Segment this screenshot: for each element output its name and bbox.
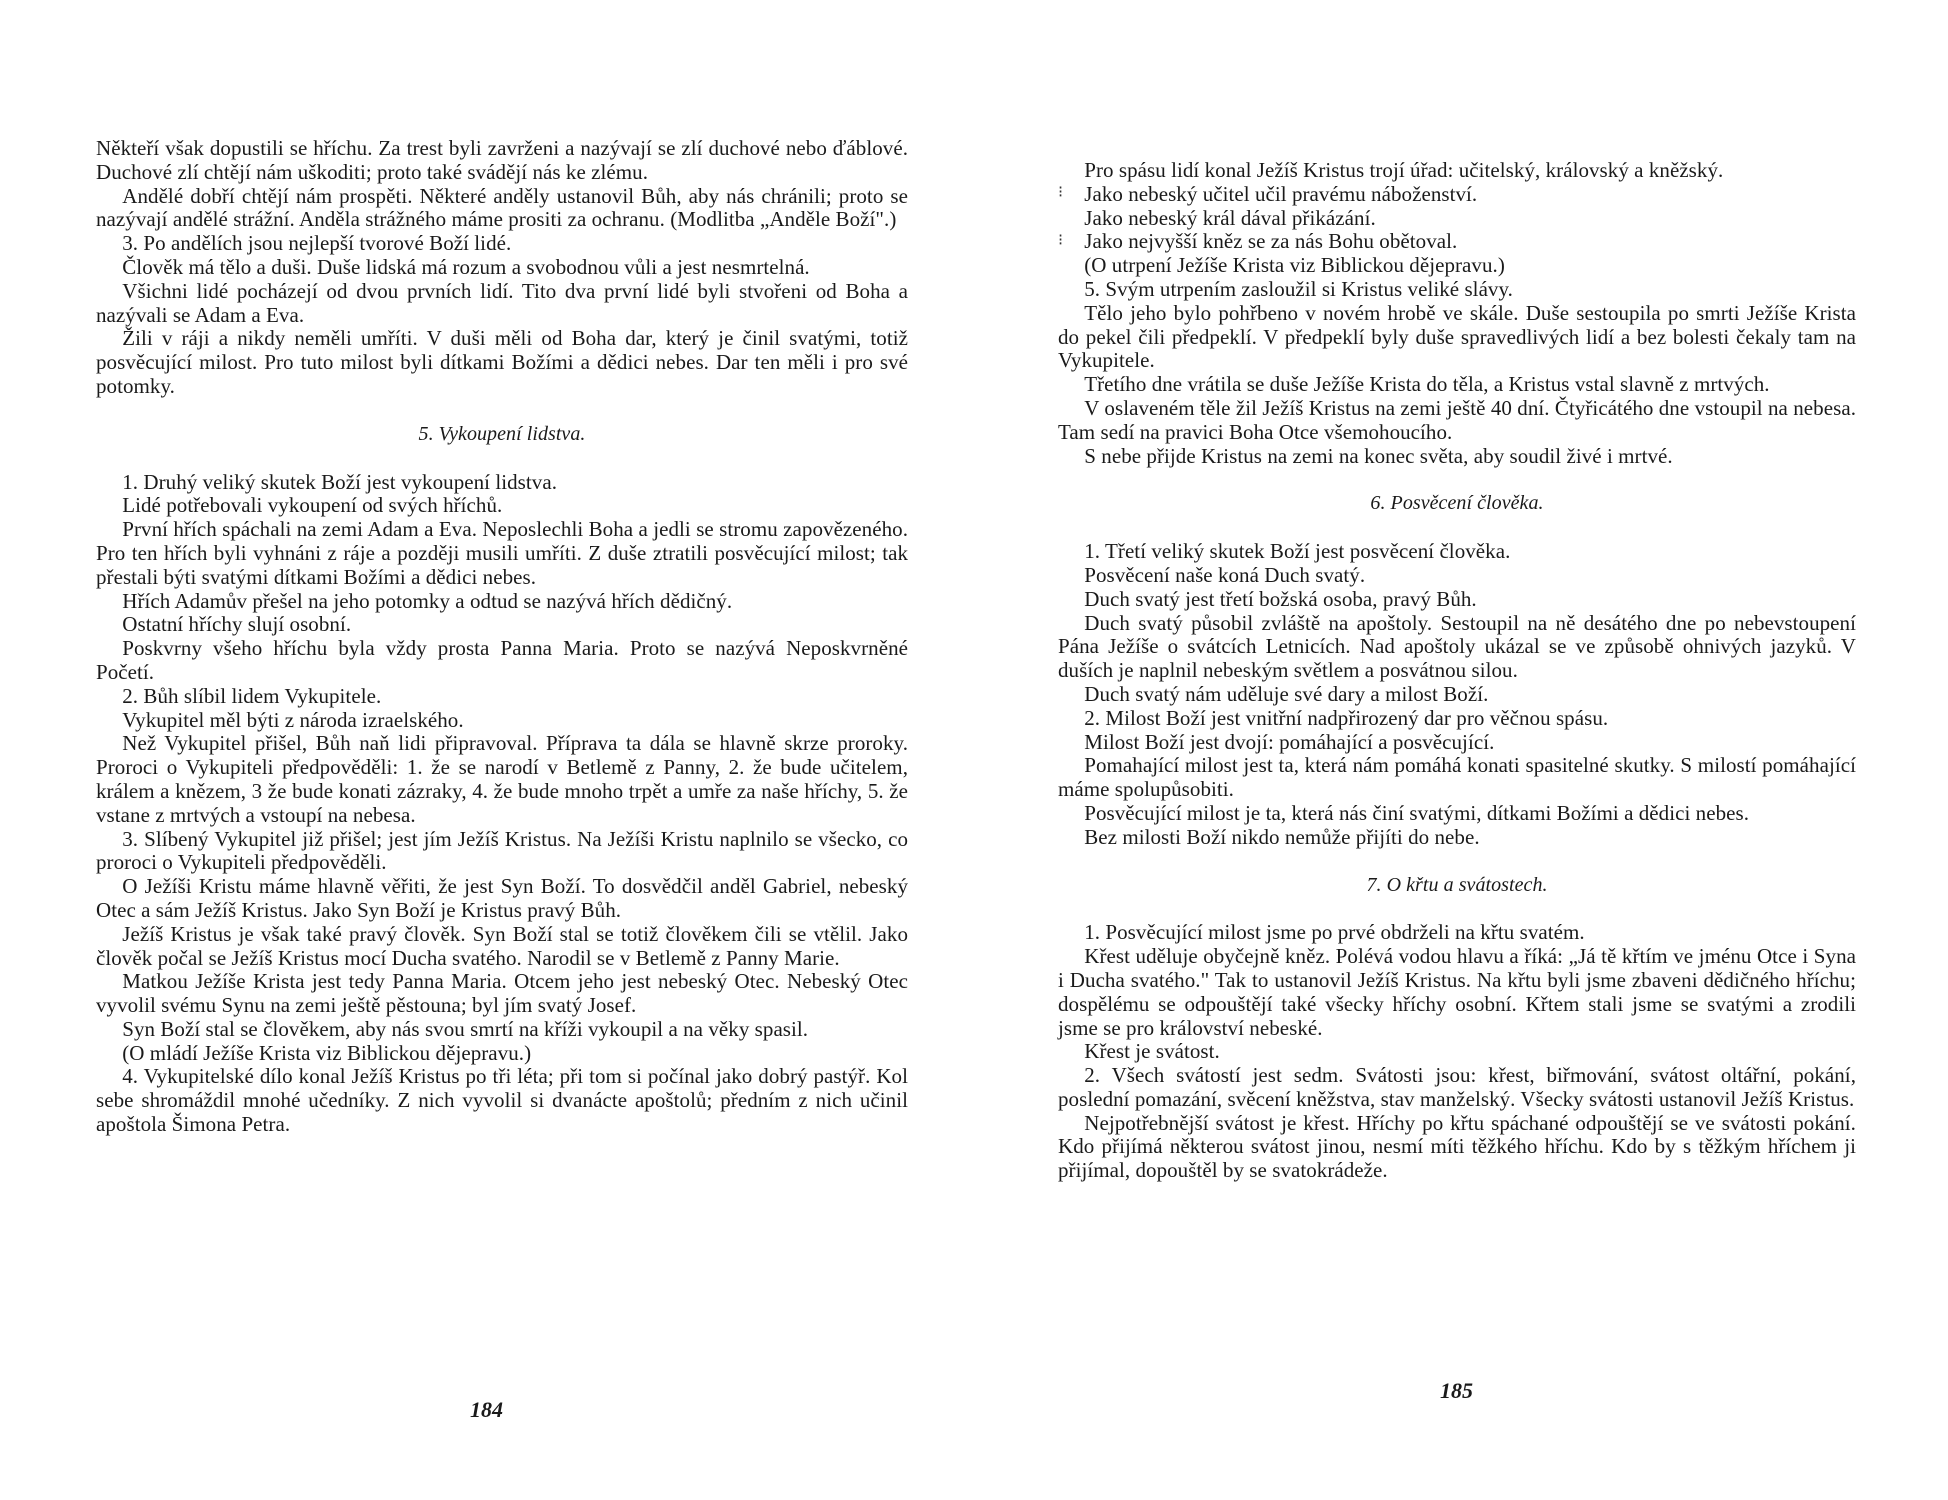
paragraph: Syn Boží stal se člověkem, aby nás svou smrtí na kříži vykoupil a na věky spasil. [122,1016,809,1041]
paragraph: Pro spásu lidí konal Ježíš Kristus trojí úřad: učitelský, královský a kněžský. [1084,158,1724,182]
paragraph: S nebe přijde Kristus na zemi na konec světa, aby soudil živé i mrtvé. [1084,443,1673,468]
paragraph: 5. Svým utrpením zasloužil si Kristus veliké slávy. [1084,276,1513,301]
paragraph: Posvěcení naše koná Duch svatý. [1084,562,1366,587]
paragraph: Žili v ráji a nikdy neměli umříti. V duši měli od Boha dar, který je činil svatými, totiž posvěcující milost. Pro tuto milost byli dítkami Božími a dědici nebes. Dar ten měli i pro své potomky. [96,326,908,398]
paragraph: O Ježíši Kristu máme hlavně věřiti, že jest Syn Boží. To dosvědčil anděl Gabriel, nebeský Otec a sám Ježíš Kristus. Jako Syn Boží je Kristus pravý Bůh. [96,874,908,922]
paragraph: Než Vykupitel přišel, Bůh naň lidi připravoval. Příprava ta dála se hlavně skrze proroky. Proroci o Vykupiteli předpověděli: 1. že se narodí v Betlemě z Panny, 2. že bude učitelem, králem a knězem, 3 že bude konati zázraky, 4. že bude mnoho trpět a umře za naše hříchy, 5. že vstane z mrtvých a vstoupí na nebesa. [96,731,908,827]
page-number-left: 184 [470,1397,503,1422]
paragraph: Jako nebeský král dával přikázání. [1084,205,1376,230]
paragraph: 2. Bůh slíbil lidem Vykupitele. [122,683,382,708]
paragraph: Posvěcující milost je ta, která nás činí svatými, dítkami Božími a dědici nebes. [1084,800,1750,825]
paragraph: 2. Milost Boží jest vnitřní nadpřirozený dar pro věčnou spásu. [1084,705,1609,730]
paragraph: 1. Druhý veliký skutek Boží jest vykoupení lidstva. [122,469,558,494]
paragraph: První hřích spáchali na zemi Adam a Eva. Neposlechli Boha a jedli se stromu zapovězeného. Pro ten hřích byli vyhnáni z ráje a později musili umříti. Z duše ztratili posvěcující milost; tak přestali býti svatými dítkami Božími a dědici nebes. [96,517,908,589]
paragraph: Ježíš Kristus je však také pravý člověk. Syn Boží stal se totiž člověkem čili se vtělil. Jako člověk počal se Ježíš Kristus mocí Ducha svatého. Narodil se v Betlemě z Panny Marie. [96,921,908,970]
paragraph: Všichni lidé pocházejí od dvou prvních lidí. Tito dva první lidé byli stvořeni od Boha a nazývali se Adam a Eva. [96,278,908,327]
paragraph: 3. Slíbený Vykupitel již přišel; jest jím Ježíš Kristus. Na Ježíši Kristu naplnilo se všecko, co proroci o Vykupiteli předpověděli. [96,826,908,875]
paragraph: Milost Boží jest dvojí: pomáhající a posvěcující. [1084,729,1495,754]
paragraph: 1. Třetí veliký skutek Boží jest posvěcení člověka. [1084,539,1511,564]
page-number-right: 185 [1440,1378,1473,1403]
paragraph: Křest je svátost. [1084,1039,1220,1064]
section-heading: 7. O křtu a svátostech. [1366,873,1548,896]
paragraph: Duch svatý nám uděluje své dary a milost Boží. [1084,681,1489,706]
paragraph: Poskvrny všeho hříchu byla vždy prosta Panna Maria. Proto se nazývá Neposkvrněné Početí. [96,636,908,684]
paragraph: Andělé dobří chtějí nám prospěti. Některé anděly ustanovil Bůh, aby nás chránili; proto se nazývají andělé strážní. Anděla strážného máme prositi za ochranu. (Modlitba „Anděle Boží".) [96,183,908,232]
paragraph: Pomahající milost jest ta, která nám pomáhá konati spasitelné skutky. S milostí pomáhající máme spolupůsobiti. [1058,753,1856,802]
paragraph: Lidé potřebovali vykoupení od svých hříchů. [122,493,503,518]
paragraph: (O utrpení Ježíše Krista viz Biblickou dějepravu.) [1084,253,1505,278]
paragraph: Jako nebeský učitel učil pravému náboženství. [1084,181,1478,206]
paragraph: Tělo jeho bylo pohřbeno v novém hrobě ve skále. Duše sestoupila po smrti Ježíše Krista do pekel čili předpeklí. V předpeklí byly duše spravedlivých lidí a bez bolesti čekaly tam na Vykupitele. [1058,300,1856,373]
margin-mark-icon: ⁝ [1058,232,1064,249]
paragraph: 2. Všech svátostí jest sedm. Svátosti jsou: křest, biřmování, svátost oltářní, pokání, poslední pomazání, svěcení kněžstva, stav manželský. Všecky svátosti ustanovil Ježíš Kristus. [1058,1063,1856,1111]
right-page-text [1058,159,1856,1183]
section-heading: 5. Vykoupení lidstva. [418,422,586,445]
paragraph: Někteří však dopustili se hříchu. Za trest byli zavrženi a nazývají se zlí duchové nebo ďáblové. Duchové zlí chtějí nám uškoditi; proto také svádějí nás ke zlému. [96,136,908,184]
paragraph: Duch svatý jest třetí božská osoba, pravý Bůh. [1084,586,1477,611]
paragraph: 3. Po andělích jsou nejlepší tvorové Boží lidé. [122,231,512,256]
paragraph: Vykupitel měl býti z národa izraelského. [122,707,464,732]
paragraph: Křest uděluje obyčejně kněz. Polévá vodou hlavu a říká: „Já tě křtím ve jménu Otce i Syna i Ducha svatého." Tak to ustanovil Ježíš Kristus. Na křtu byli jsme zbaveni dědičného hříchu; dospělému se odpouštějí také všecky hříchy osobní. Křtem stali jsme se svatými a zrodili jsme se pro království nebeské. [1058,944,1856,1040]
right-page [974,0,1948,1500]
paragraph: Hřích Adamův přešel na jeho potomky a odtud se nazývá hřích dědičný. [122,588,733,613]
paragraph: 1. Posvěcující milost jsme po prvé obdrželi na křtu svatém. [1084,920,1585,945]
section-heading: 6. Posvěcení člověka. [1370,492,1544,515]
paragraph: Matkou Ježíše Krista jest tedy Panna Maria. Otcem jeho jest nebeský Otec. Nebeský Otec vyvolil svému Synu na zemi ještě pěstouna; byl jím svatý Josef. [96,969,908,1018]
paragraph: V oslaveném těle žil Ježíš Kristus na zemi ještě 40 dní. Čtyřicátého dne vstoupil na nebesa. Tam sedí na pravici Boha Otce všemohoucího. [1058,395,1856,444]
paragraph: Třetího dne vrátila se duše Ježíše Krista do těla, a Kristus vstal slavně z mrtvých. [1084,372,1770,397]
paragraph: Jako nejvyšší kněz se za nás Bohu obětoval. [1084,229,1458,254]
paragraph: Bez milosti Boží nikdo nemůže přijíti do nebe. [1084,824,1480,849]
margin-mark-icon: ⁝ [1058,184,1064,201]
paragraph: 4. Vykupitelské dílo konal Ježíš Kristus po tři léta; při tom si počínal jako dobrý pastýř. Kol sebe shromáždil mnohé učedníky. Z nich vyvolil si dvanácte apoštolů; předním z nich učinil apoštola Šimona Petra. [96,1064,908,1137]
paragraph: Nejpotřebnější svátost je křest. Hříchy po křtu spáchané odpouštějí se ve svátosti pokání. Kdo přijímá některou svátost jinou, nesmí míti těžkého hříchu. Kdo by s těžkým hříchem ji přijímal, dopouštěl by se svatokrádeže. [1058,1110,1856,1183]
left-page-text [96,137,908,1137]
paragraph: Člověk má tělo a duši. Duše lidská má rozum a svobodnou vůli a jest nesmrtelná. [122,254,810,279]
paragraph: (O mládí Ježíše Krista viz Biblickou dějepravu.) [122,1040,532,1065]
paragraph: Ostatní hříchy slují osobní. [122,612,352,637]
paragraph: Duch svatý působil zvláště na apoštoly. Sestoupil na ně desátého dne po nebevstoupení Pána Ježíše o svátcích Letnicích. Nad apoštoly ukázal se ve způsobě ohnivých jazyků. V duších je naplnil nebeským světlem a posvátnou silou. [1058,610,1856,683]
